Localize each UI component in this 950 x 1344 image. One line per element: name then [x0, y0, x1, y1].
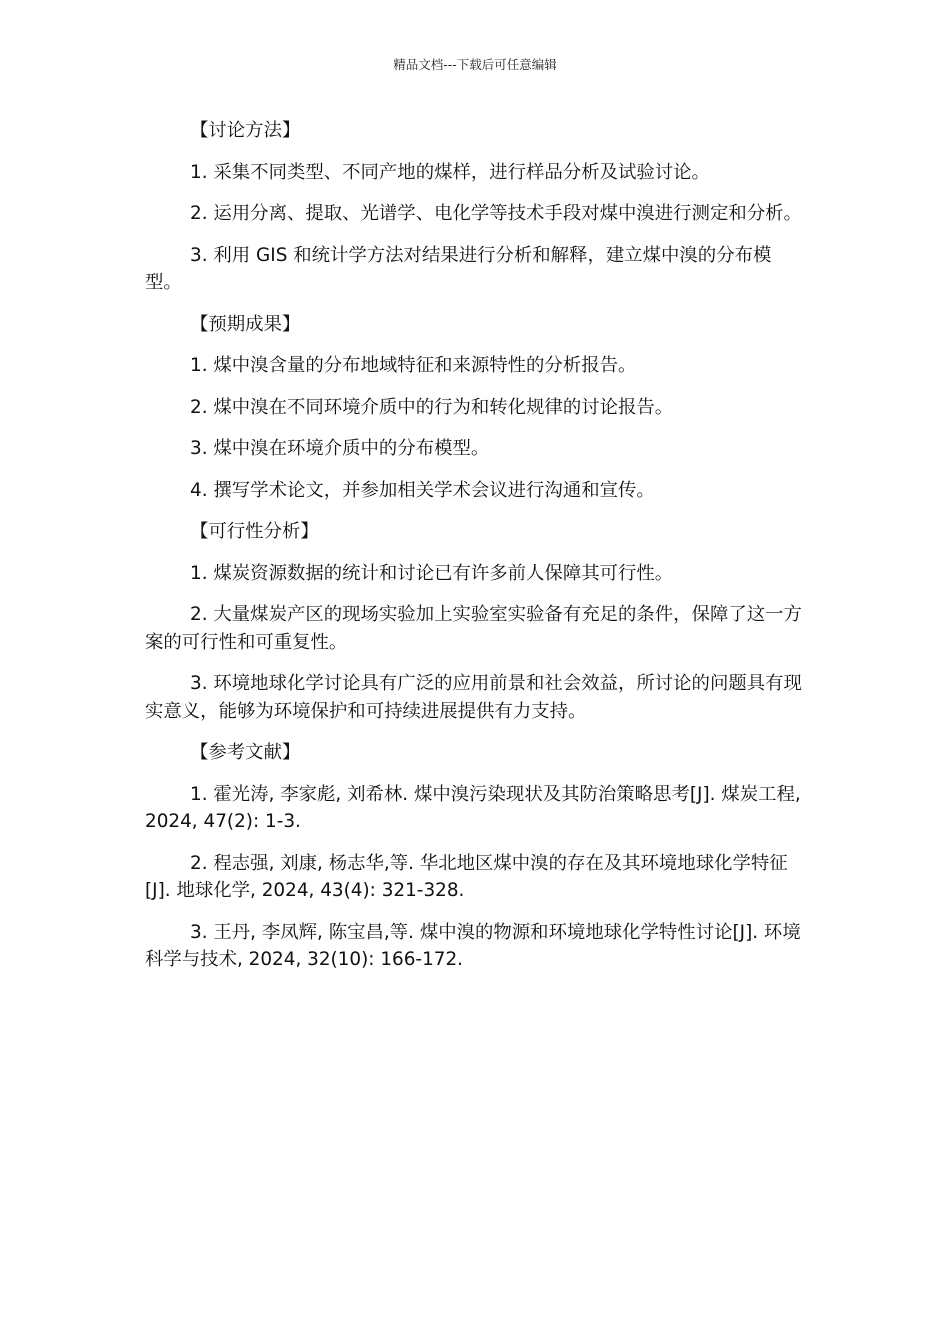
- document-body: [145, 117, 805, 988]
- methods-item-3: 3. 利用 GIS 和统计学方法对结果进行分析和解释，建立煤中溴的分布模型。: [145, 244, 772, 293]
- outcomes-item-2: 2. 煤中溴在不同环境介质中的行为和转化规律的讨论报告。: [190, 396, 674, 418]
- feasibility-item-3: 3. 环境地球化学讨论具有广泛的应用前景和社会效益，所讨论的问题具有现实意义，能够为环境保护和可持续进展提供有力支持。: [145, 673, 802, 722]
- section-heading-feasibility: 【可行性分析】: [190, 521, 319, 542]
- section-heading-outcomes: 【预期成果】: [190, 313, 301, 335]
- feasibility-item-2: 2. 大量煤炭产区的现场实验加上实验室实验备有充足的条件，保障了这一方案的可行性和可重复性。: [145, 604, 802, 653]
- methods-item-1: 1. 采集不同类型、不同产地的煤样，进行样品分析及试验讨论。: [190, 161, 710, 183]
- outcomes-item-1: 1. 煤中溴含量的分布地域特征和来源特性的分析报告。: [190, 355, 637, 376]
- methods-item-2: 2. 运用分离、提取、光谱学、电化学等技术手段对煤中溴进行测定和分析。: [190, 203, 802, 224]
- reference-item-3: 3. 王丹, 李凤辉, 陈宝昌,等. 煤中溴的物源和环境地球化学特性讨论[J]. 环境科学与技术, 2024, 32(10): 166-172.: [145, 921, 801, 970]
- feasibility-item-1: 1. 煤炭资源数据的统计和讨论已有许多前人保障其可行性。: [190, 562, 674, 584]
- page-header: 精品文档---下载后可任意编辑: [393, 57, 557, 72]
- section-heading-methods: 【讨论方法】: [190, 120, 301, 141]
- section-heading-references: 【参考文献】: [190, 742, 301, 763]
- outcomes-item-4: 4. 撰写学术论文，并参加相关学术会议进行沟通和宣传。: [190, 479, 655, 501]
- outcomes-item-3: 3. 煤中溴在环境介质中的分布模型。: [190, 438, 490, 459]
- reference-item-1: 1. 霍光涛, 李家彪, 刘希林. 煤中溴污染现状及其防治策略思考[J]. 煤炭工程, 2024, 47(2): 1-3.: [145, 783, 801, 832]
- reference-item-2: 2. 程志强, 刘康, 杨志华,等. 华北地区煤中溴的存在及其环境地球化学特征[J]. 地球化学, 2024, 43(4): 321-328.: [145, 852, 788, 901]
